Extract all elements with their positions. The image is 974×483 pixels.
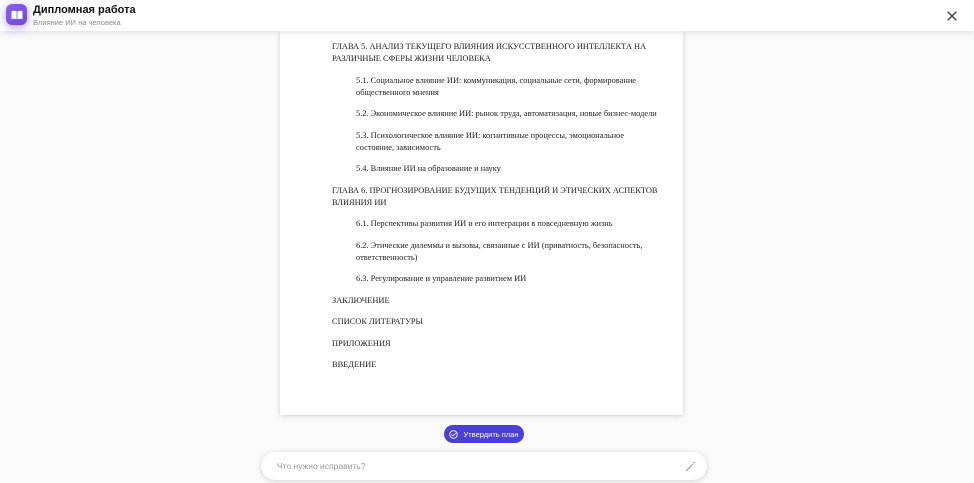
close-button[interactable] — [944, 8, 959, 23]
top-bar — [0, 0, 974, 31]
document-title: Дипломная работа — [33, 4, 136, 16]
toc-subsection: 6.2. Этические дилеммы и вызовы, связанные с ИИ (приватность, безопасность, ответственность) — [356, 240, 643, 262]
toc-chapter: ГЛАВА 5. АНАЛИЗ ТЕКУЩЕГО ВЛИЯНИЯ ИСКУССТВЕННОГО ИНТЕЛЛЕКТА НА РАЗЛИЧНЫЕ СФЕРЫ ЖИЗНИ ЧЕЛОВЕКА — [332, 42, 647, 63]
correction-input[interactable] — [277, 459, 657, 473]
check-circle-icon — [449, 430, 458, 439]
toc-chapter: СПИСОК ЛИТЕРАТУРЫ — [332, 317, 423, 326]
open-book-icon — [6, 4, 27, 25]
toc-subsection: 5.1. Социальное влияние ИИ: коммуникация, социальные сети, формирование общественного мнения — [356, 75, 637, 97]
approve-plan-button[interactable] — [444, 425, 524, 443]
document-viewport[interactable] — [0, 31, 974, 483]
toc-chapter: ГЛАВА 6. ПРОГНОЗИРОВАНИЕ БУДУЩИХ ТЕНДЕНЦИЙ И ЭТИЧЕСКИХ АСПЕКТОВ ВЛИЯНИЯ ИИ — [332, 185, 658, 207]
toc-subsection: 6.1. Перспективы развития ИИ и его интеграции в повседневную жизнь — [356, 219, 613, 228]
toc-subsection: 5.4. Влияние ИИ на образование и науку — [356, 164, 501, 173]
toc-chapter: ВВЕДЕНИЕ — [332, 360, 377, 369]
correction-input-bar — [261, 452, 707, 480]
approve-plan-label: Утвердить план — [463, 429, 519, 439]
magic-wand-icon — [685, 460, 697, 472]
toc-chapter: ЗАКЛЮЧЕНИЕ — [332, 295, 390, 305]
toc-subsection: 6.3. Регулирование и управление развитием ИИ — [356, 274, 527, 283]
close-icon — [947, 11, 957, 21]
table-of-contents — [332, 41, 662, 381]
toc-chapter: ПРИЛОЖЕНИЯ — [332, 338, 391, 348]
document-subtitle: Влияние ИИ на человека — [33, 18, 121, 27]
toc-subsection: 5.3. Психологическое влияние ИИ: когнитивные процессы, эмоциональное состояние, зависимость — [356, 130, 625, 152]
magic-wand-button[interactable] — [684, 459, 698, 473]
toc-subsection: 5.2. Экономическое влияние ИИ: рынок труда, автоматизация, новые бизнес-модели — [356, 109, 657, 118]
document-page — [280, 31, 683, 415]
